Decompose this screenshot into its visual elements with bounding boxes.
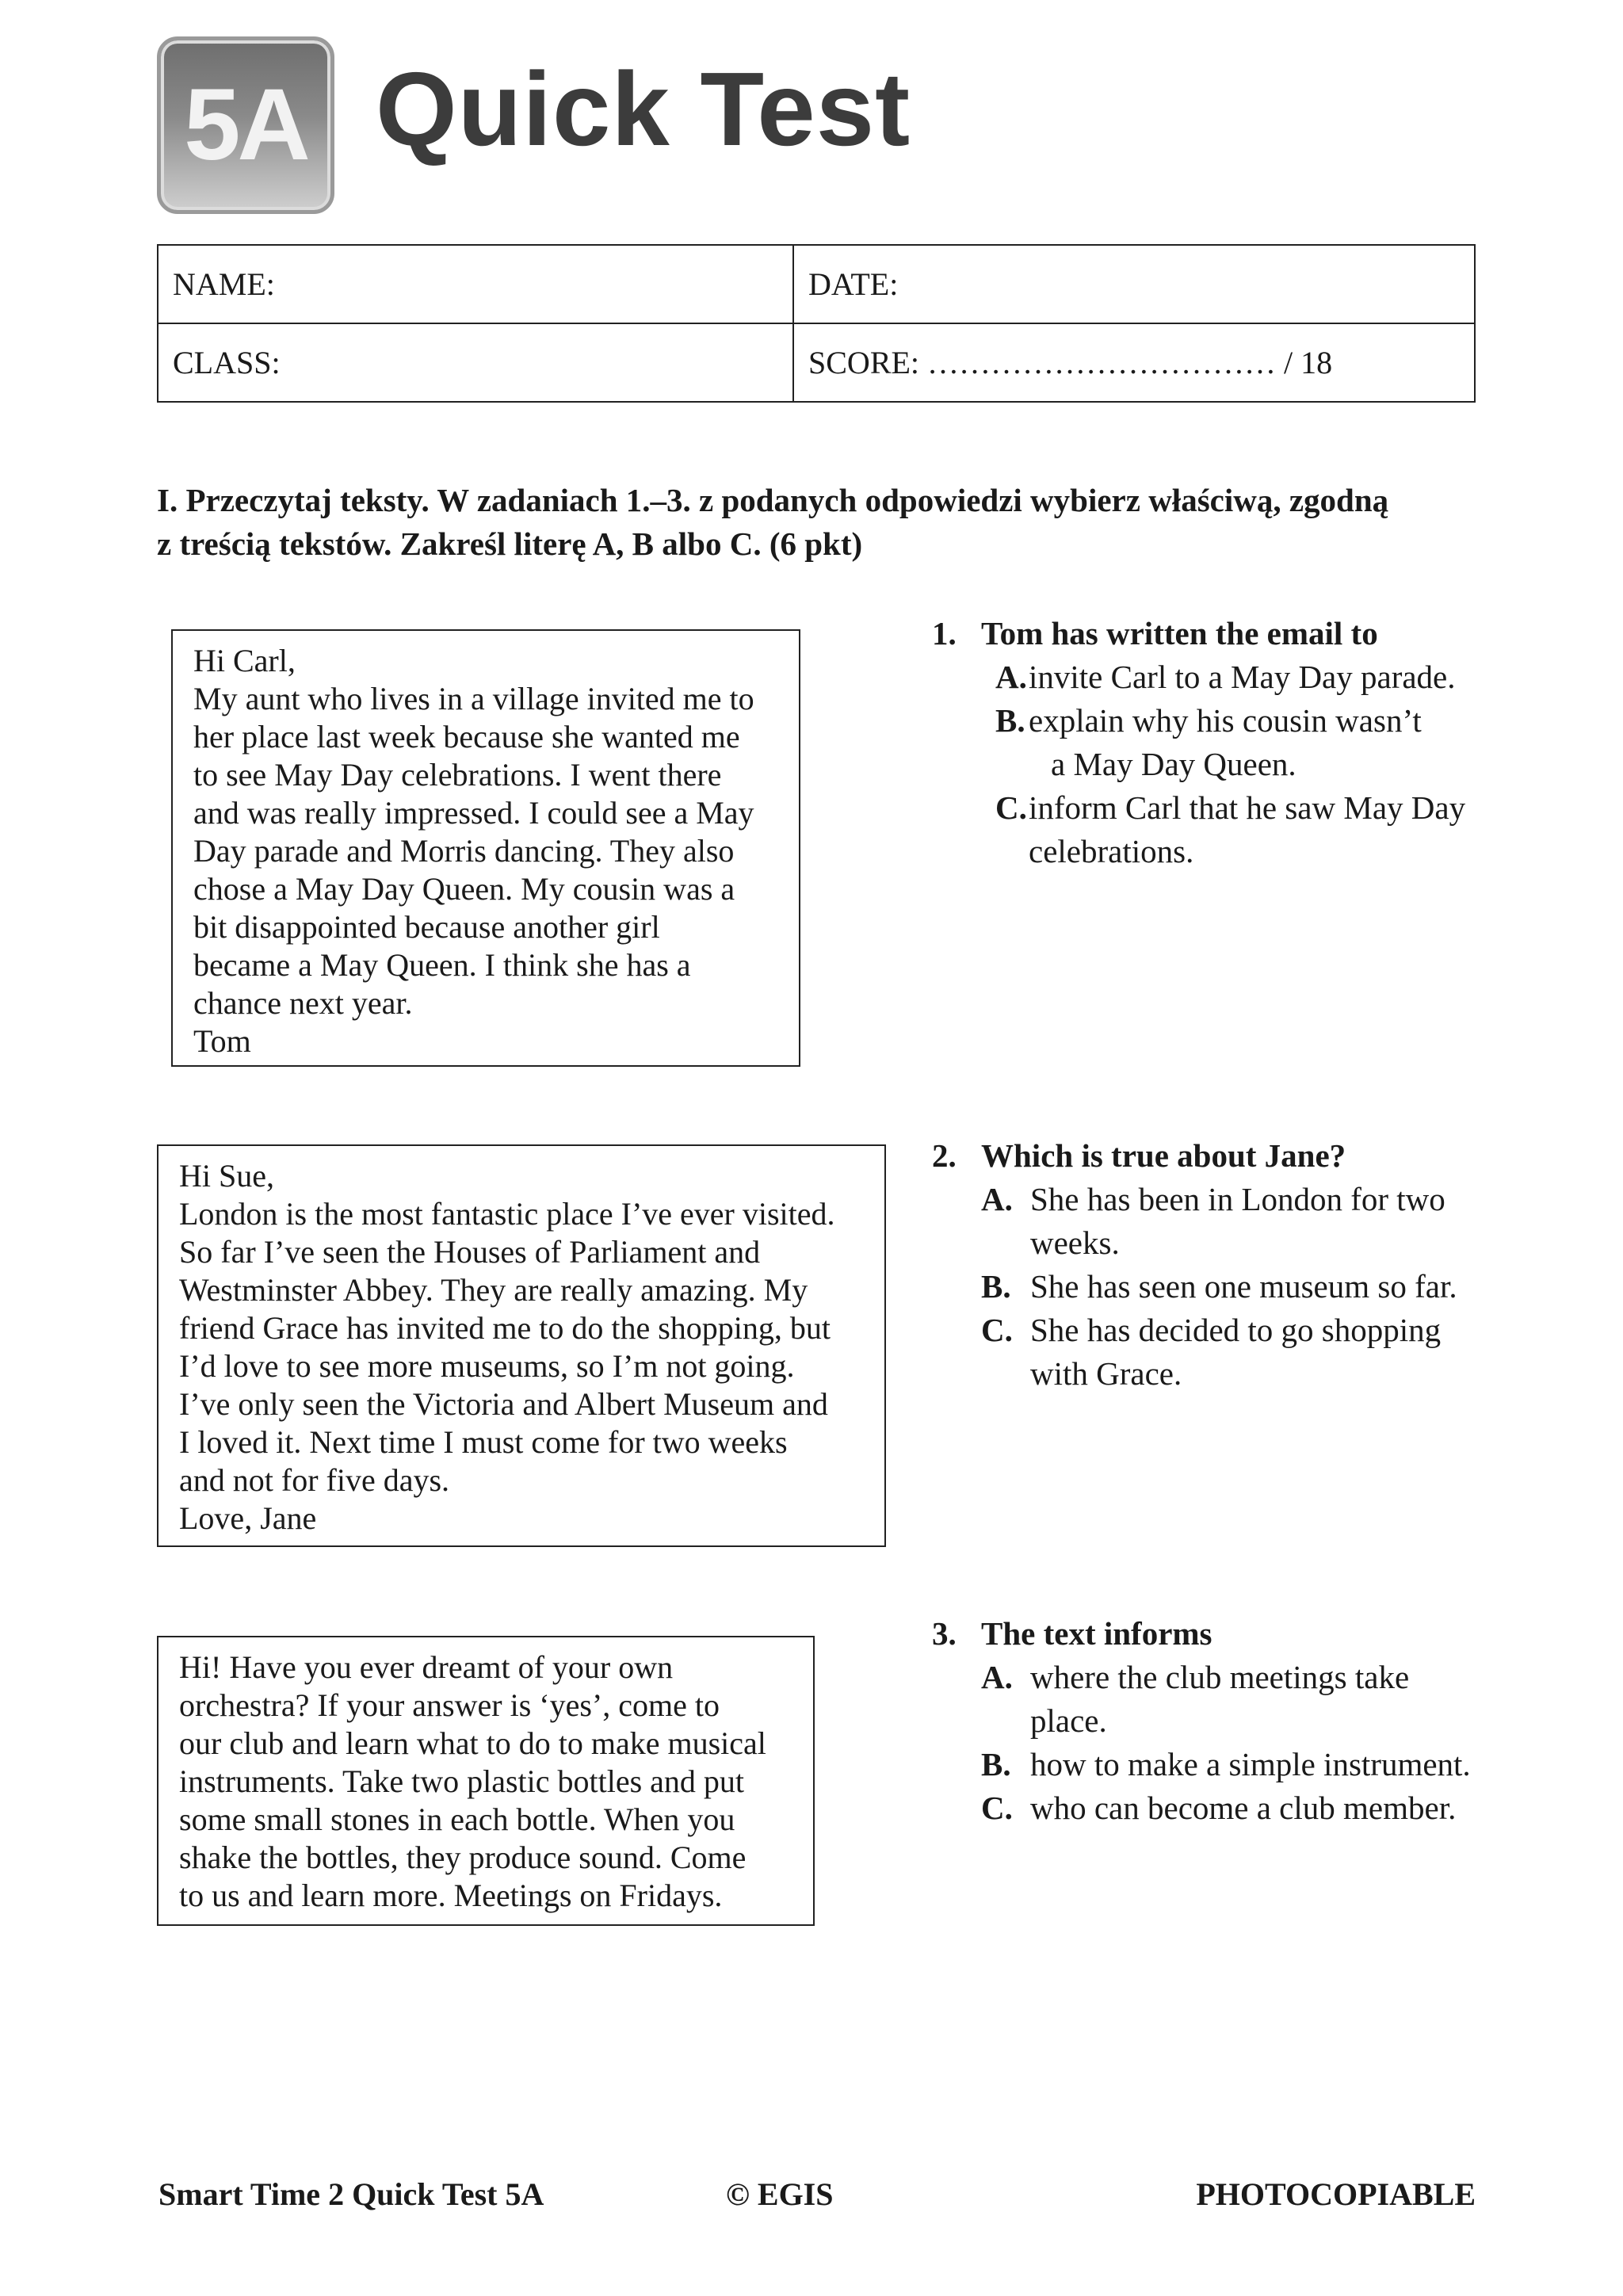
- date-field[interactable]: DATE:: [793, 245, 1475, 323]
- footer-title: Smart Time 2 Quick Test 5A: [158, 2176, 544, 2212]
- footer-copyright: © EGIS: [726, 2176, 834, 2212]
- name-field[interactable]: NAME:: [158, 245, 793, 323]
- question-1-stem: 1. Tom has written the email to: [932, 612, 1503, 655]
- question-2-stem: 2. Which is true about Jane?: [932, 1134, 1503, 1178]
- question-2-option-b[interactable]: B. She has seen one museum so far.: [981, 1268, 1457, 1305]
- student-info-table: [157, 244, 1476, 403]
- question-2-number: 2.: [932, 1137, 957, 1174]
- question-1: [932, 612, 1503, 873]
- question-3-option-c[interactable]: C. who can become a club member.: [981, 1790, 1457, 1826]
- unit-badge: [157, 36, 334, 214]
- class-field[interactable]: CLASS:: [158, 323, 793, 402]
- question-3-number: 3.: [932, 1615, 957, 1652]
- question-2-option-a[interactable]: A. She has been in London for two weeks.: [981, 1181, 1445, 1261]
- reading-text-1: Hi Carl, My aunt who lives in a village invited me to her place last week because she wanted me to see May Day celebrations. I went there and was really impressed. I could see a May Day parade and Morris dancing. They also chose a May Day Queen. My cousin was a bit disappointed because another girl became a May Queen. I think she has a chance next year. Tom: [171, 629, 800, 1067]
- question-2: [932, 1134, 1503, 1396]
- question-1-option-b[interactable]: B. explain why his cousin wasn’t a May Day Queen.: [995, 702, 1422, 782]
- instruction-line-2: z treścią tekstów. Zakreśl literę A, B albo C. (6 pkt): [157, 525, 863, 562]
- reading-text-2: Hi Sue, London is the most fantastic place I’ve ever visited. So far I’ve seen the Houses of Parliament and Westminster Abbey. They are really amazing. My friend Grace has invited me to do the shopping, but I’d love to see more museums, so I’m not going. I’ve only seen the Victoria and Albert Museum and I loved it. Next time I must come for two weeks and not for five days. Love, Jane: [157, 1144, 886, 1547]
- question-3-option-a[interactable]: A. where the club meetings take place.: [981, 1659, 1410, 1739]
- unit-badge-label: 5A: [184, 68, 307, 181]
- reading-text-3: Hi! Have you ever dreamt of your own orchestra? If your answer is ‘yes’, come to our club and learn what to do to make musical instruments. Take two plastic bottles and put some small stones in each bottle. When you shake the bottles, they produce sound. Come to us and learn more. Meetings on Fridays.: [157, 1636, 815, 1926]
- question-1-option-c[interactable]: C. inform Carl that he saw May Day celebrations.: [995, 789, 1466, 869]
- score-field[interactable]: SCORE: …………………………… / 18: [793, 323, 1475, 402]
- question-1-number: 1.: [932, 615, 957, 651]
- question-3-option-b[interactable]: B. how to make a simple instrument.: [981, 1746, 1471, 1782]
- question-1-option-a[interactable]: A. invite Carl to a May Day parade.: [995, 659, 1456, 695]
- task-instruction: [157, 479, 1488, 566]
- instruction-line-1: I. Przeczytaj teksty. W zadaniach 1.–3. z podanych odpowiedzi wybierz właściwą, zgodną: [157, 482, 1389, 518]
- footer-photocopiable: PHOTOCOPIABLE: [1196, 2176, 1476, 2212]
- question-3-stem: 3. The text informs: [932, 1612, 1503, 1656]
- page-title: Quick Test: [376, 51, 911, 167]
- question-3: [932, 1612, 1503, 1830]
- question-2-option-c[interactable]: C. She has decided to go shopping with Grace.: [981, 1312, 1442, 1392]
